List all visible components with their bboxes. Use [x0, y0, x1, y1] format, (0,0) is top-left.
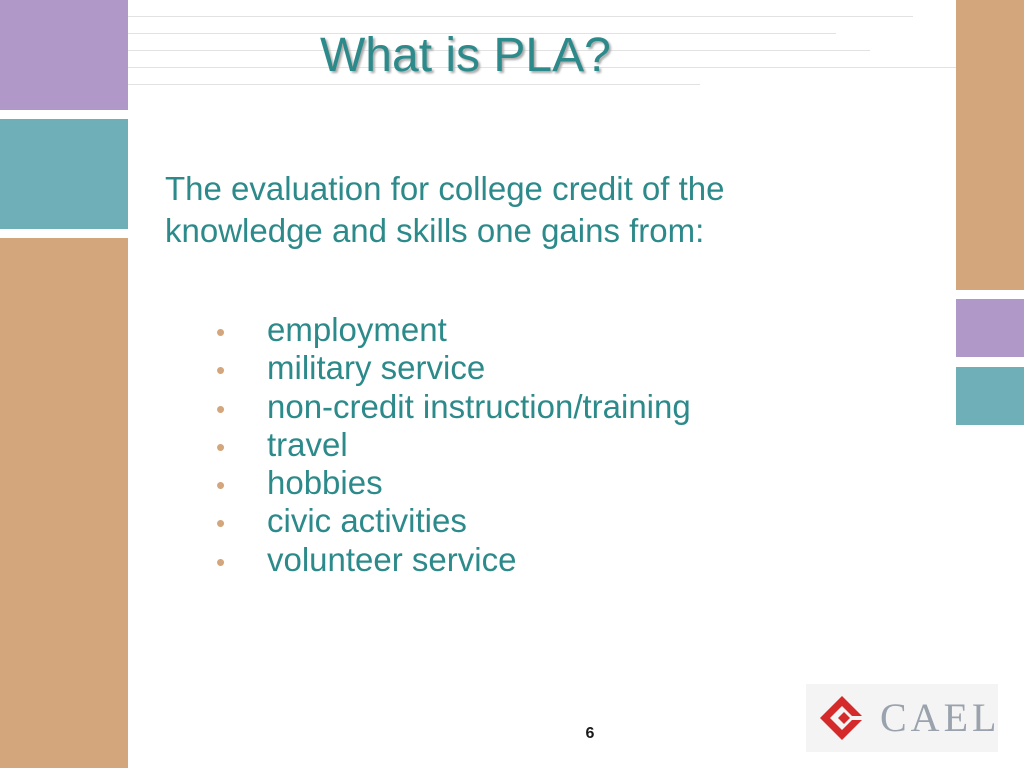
list-item-text: volunteer service — [267, 540, 517, 578]
logo-text: CAEL — [880, 695, 1001, 740]
bullet-icon: • — [216, 393, 226, 424]
header-line — [128, 84, 700, 85]
list-item — [213, 426, 691, 464]
cael-logo — [806, 684, 1001, 752]
left-purple-block — [0, 0, 128, 110]
bullet-icon: • — [216, 546, 226, 577]
list-item-text: employment — [267, 311, 447, 348]
bullet-icon: • — [216, 508, 226, 539]
list-item — [213, 464, 691, 502]
list-item — [213, 502, 691, 540]
bullet-icon: • — [216, 317, 226, 347]
list-item-text: travel — [267, 425, 348, 463]
bullet-icon: • — [216, 470, 226, 501]
slide-title: What is PLA? — [320, 29, 611, 82]
page-number: 6 — [585, 725, 595, 742]
right-purple-block — [956, 299, 1024, 357]
list-item — [213, 541, 691, 579]
list-item — [213, 311, 691, 349]
list-item — [213, 349, 691, 387]
intro-paragraph: The evaluation for college credit of the knowledge and skills one gains from: — [165, 170, 725, 249]
bullet-list — [213, 311, 691, 579]
list-item-text: hobbies — [267, 464, 383, 502]
right-tan-block — [956, 0, 1024, 290]
list-item — [213, 388, 691, 426]
header-line — [128, 16, 913, 17]
list-item-text: military service — [267, 349, 486, 387]
list-item-text: non-credit instruction/training — [267, 387, 691, 425]
left-teal-block — [0, 119, 128, 229]
left-tan-block — [0, 238, 128, 768]
list-item-text: civic activities — [267, 502, 467, 540]
cael-diamond-logo-icon — [814, 694, 876, 744]
bullet-icon: • — [216, 355, 226, 386]
right-teal-block — [956, 367, 1024, 425]
bullet-icon: • — [216, 431, 226, 462]
